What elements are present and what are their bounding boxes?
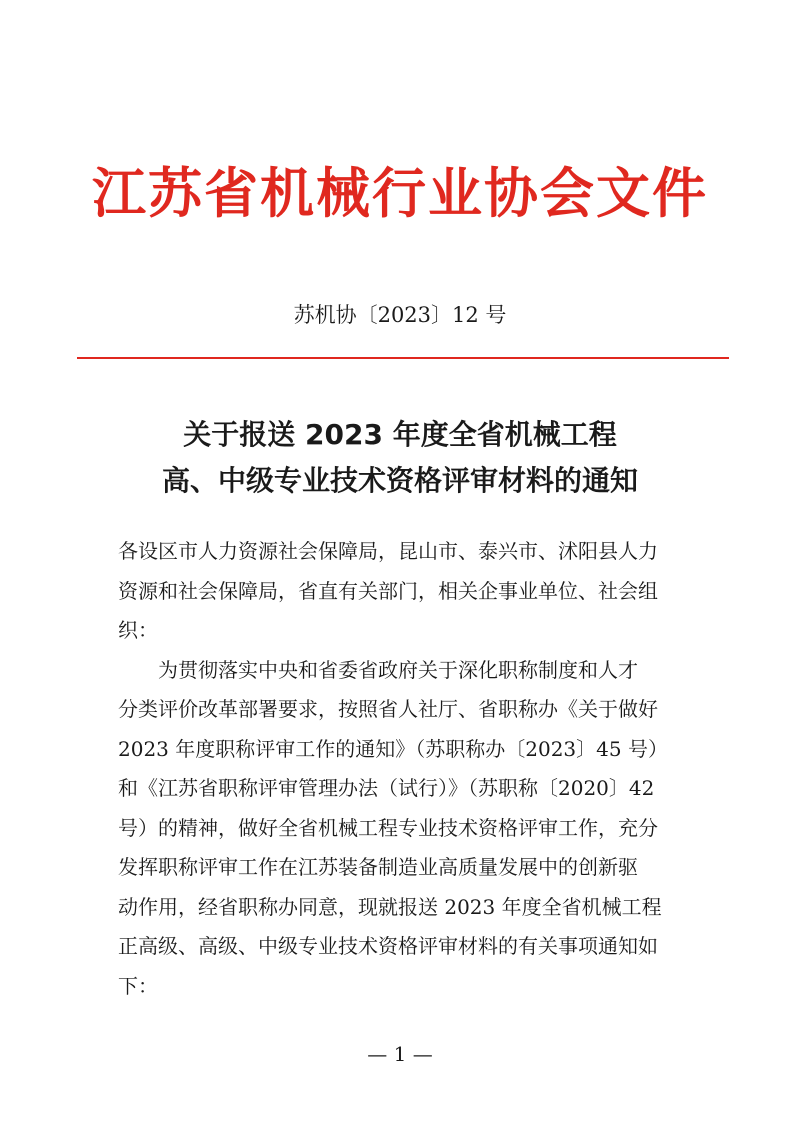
- paragraph-line: 为贯彻落实中央和省委省政府关于深化职称制度和人才: [158, 657, 638, 682]
- paragraph-line: 下：: [118, 973, 158, 998]
- title-line-2: 高、中级专业技术资格评审材料的通知: [161, 464, 638, 497]
- paragraph-line: 号）的精神，做好全省机械工程专业技术资格评审工作，充分: [118, 815, 658, 840]
- notice-body: [118, 532, 698, 1006]
- paragraph-line: 发挥职称评审工作在江苏装备制造业高质量发展中的创新驱: [118, 855, 638, 879]
- title-line-1: 关于报送 2023 年度全省机械工程: [183, 418, 617, 451]
- notice-title: [0, 412, 800, 504]
- recipients-line: 各设区市人力资源社会保障局，昆山市、泰兴市、沭阳县人力: [118, 539, 658, 563]
- recipients-line: 织：: [118, 618, 158, 642]
- paragraph-line: 动作用，经省职称办同意，现就报送 2023 年度全省机械工程: [118, 894, 662, 919]
- paragraph-line: 分类评价改革部署要求，按照省人社厅、省职称办《关于做好: [118, 697, 658, 721]
- masthead-title: 江苏省机械行业协会文件: [92, 162, 708, 225]
- page-number: — 1 —: [367, 1042, 433, 1066]
- red-divider-line: [77, 357, 729, 359]
- recipients-line: 资源和社会保障局，省直有关部门，相关企事业单位、社会组: [118, 578, 658, 603]
- paragraph-line: 2023 年度职称评审工作的通知》（苏职称办〔2023〕45 号）: [118, 736, 668, 761]
- paragraph-line: 和《江苏省职称评审管理办法（试行）》（苏职称〔2020〕42: [118, 776, 655, 800]
- document-number: 苏机协〔2023〕12 号: [293, 303, 507, 327]
- paragraph-line: 正高级、高级、中级专业技术资格评审材料的有关事项通知如: [118, 934, 658, 958]
